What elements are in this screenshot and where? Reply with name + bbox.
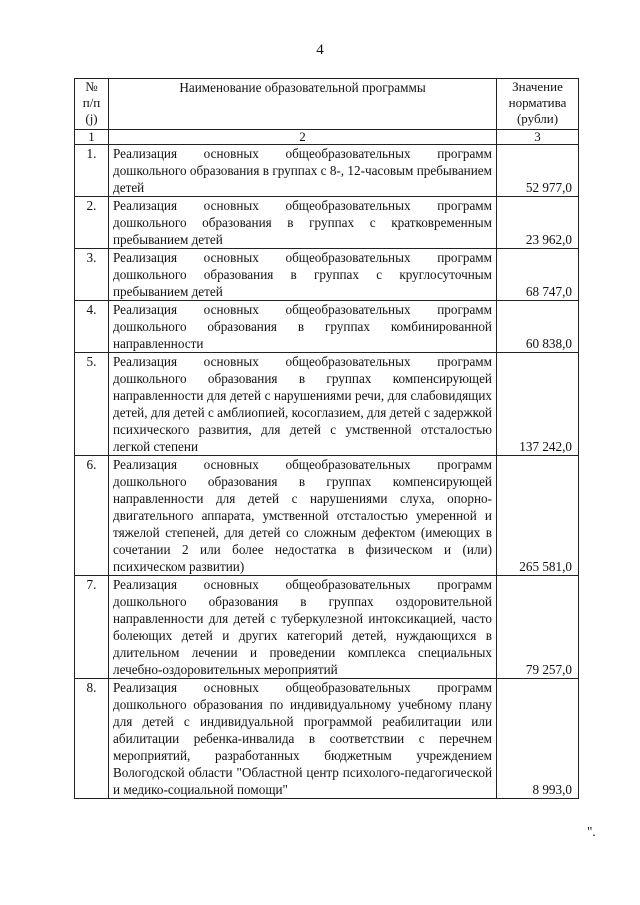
program-name: Реализация основных общеобразовательных программ дошкольного образования в группах компенсирующей направленности для детей с нарушениями речи, для слабовидящих детей, для детей с амблиопией, косоглазием, для детей с задержкой психического развития, для детей с умственной отсталостью легкой степени: [109, 353, 497, 456]
page-number: 4: [316, 42, 324, 58]
row-number: 1.: [75, 145, 109, 197]
program-name: Реализация основных общеобразовательных программ дошкольного образования в группах с 8-, 12-часовым пребыванием детей: [109, 145, 497, 197]
header-value: Значение норматива (рубли): [497, 79, 579, 130]
closing-quote-mark: ".: [587, 824, 596, 839]
norm-value: 79 257,0: [497, 576, 579, 679]
row-number: 8.: [75, 679, 109, 799]
program-name: Реализация основных общеобразовательных программ дошкольного образования в группах с круглосуточным пребыванием детей: [109, 249, 497, 301]
column-index: 2: [109, 130, 497, 145]
table-row: [75, 249, 579, 301]
norm-value: 265 581,0: [497, 456, 579, 576]
program-name: Реализация основных общеобразовательных программ дошкольного образования в группах оздоровительной направленности для детей с туберкулезной интоксикацией, часто болеющих детей и других категорий детей, нуждающихся в длительном лечении и проведении комплекса специальных лечебно-оздоровительных мероприятий: [109, 576, 497, 679]
table-row: [75, 301, 579, 353]
norm-value: 68 747,0: [497, 249, 579, 301]
header-name: Наименование образовательной программы: [109, 79, 497, 130]
norm-value: 137 242,0: [497, 353, 579, 456]
row-number: 6.: [75, 456, 109, 576]
table-row: [75, 456, 579, 576]
row-number: 2.: [75, 197, 109, 249]
program-name: Реализация основных общеобразовательных программ дошкольного образования в группах компенсирующей направленности для детей с нарушениями слуха, опорно-двигательного аппарата, умственной отсталостью умеренной и тяжелой степеней, для детей со сложным дефектом (имеющих в сочетании 2 или более недостатка в физическом и (или) психическом развитии): [109, 456, 497, 576]
row-number: 7.: [75, 576, 109, 679]
norm-value: 60 838,0: [497, 301, 579, 353]
column-index-row: [75, 130, 579, 145]
table-row: [75, 145, 579, 197]
norm-value: 23 962,0: [497, 197, 579, 249]
header-num: № п/п (j): [75, 79, 109, 130]
column-index: 3: [497, 130, 579, 145]
program-name: Реализация основных общеобразовательных программ дошкольного образования в группах с кратковременным пребыванием детей: [109, 197, 497, 249]
table-header-row: [75, 79, 579, 130]
norm-value: 8 993,0: [497, 679, 579, 799]
program-name: Реализация основных общеобразовательных программ дошкольного образования в группах комбинированной направленности: [109, 301, 497, 353]
table-row: [75, 197, 579, 249]
row-number: 3.: [75, 249, 109, 301]
row-number: 5.: [75, 353, 109, 456]
norms-table: [74, 78, 579, 799]
table-row: [75, 353, 579, 456]
table-row: [75, 679, 579, 799]
table-row: [75, 576, 579, 679]
row-number: 4.: [75, 301, 109, 353]
norm-value: 52 977,0: [497, 145, 579, 197]
program-name: Реализация основных общеобразовательных программ дошкольного образования по индивидуальному учебному плану для детей с индивидуальной программой реабилитации или абилитации ребенка-инвалида в соответствии с перечнем мероприятий, разработанных бюджетным учреждением Вологодской области "Областной центр психолого-педагогической и медико-социальной помощи": [109, 679, 497, 799]
column-index: 1: [75, 130, 109, 145]
